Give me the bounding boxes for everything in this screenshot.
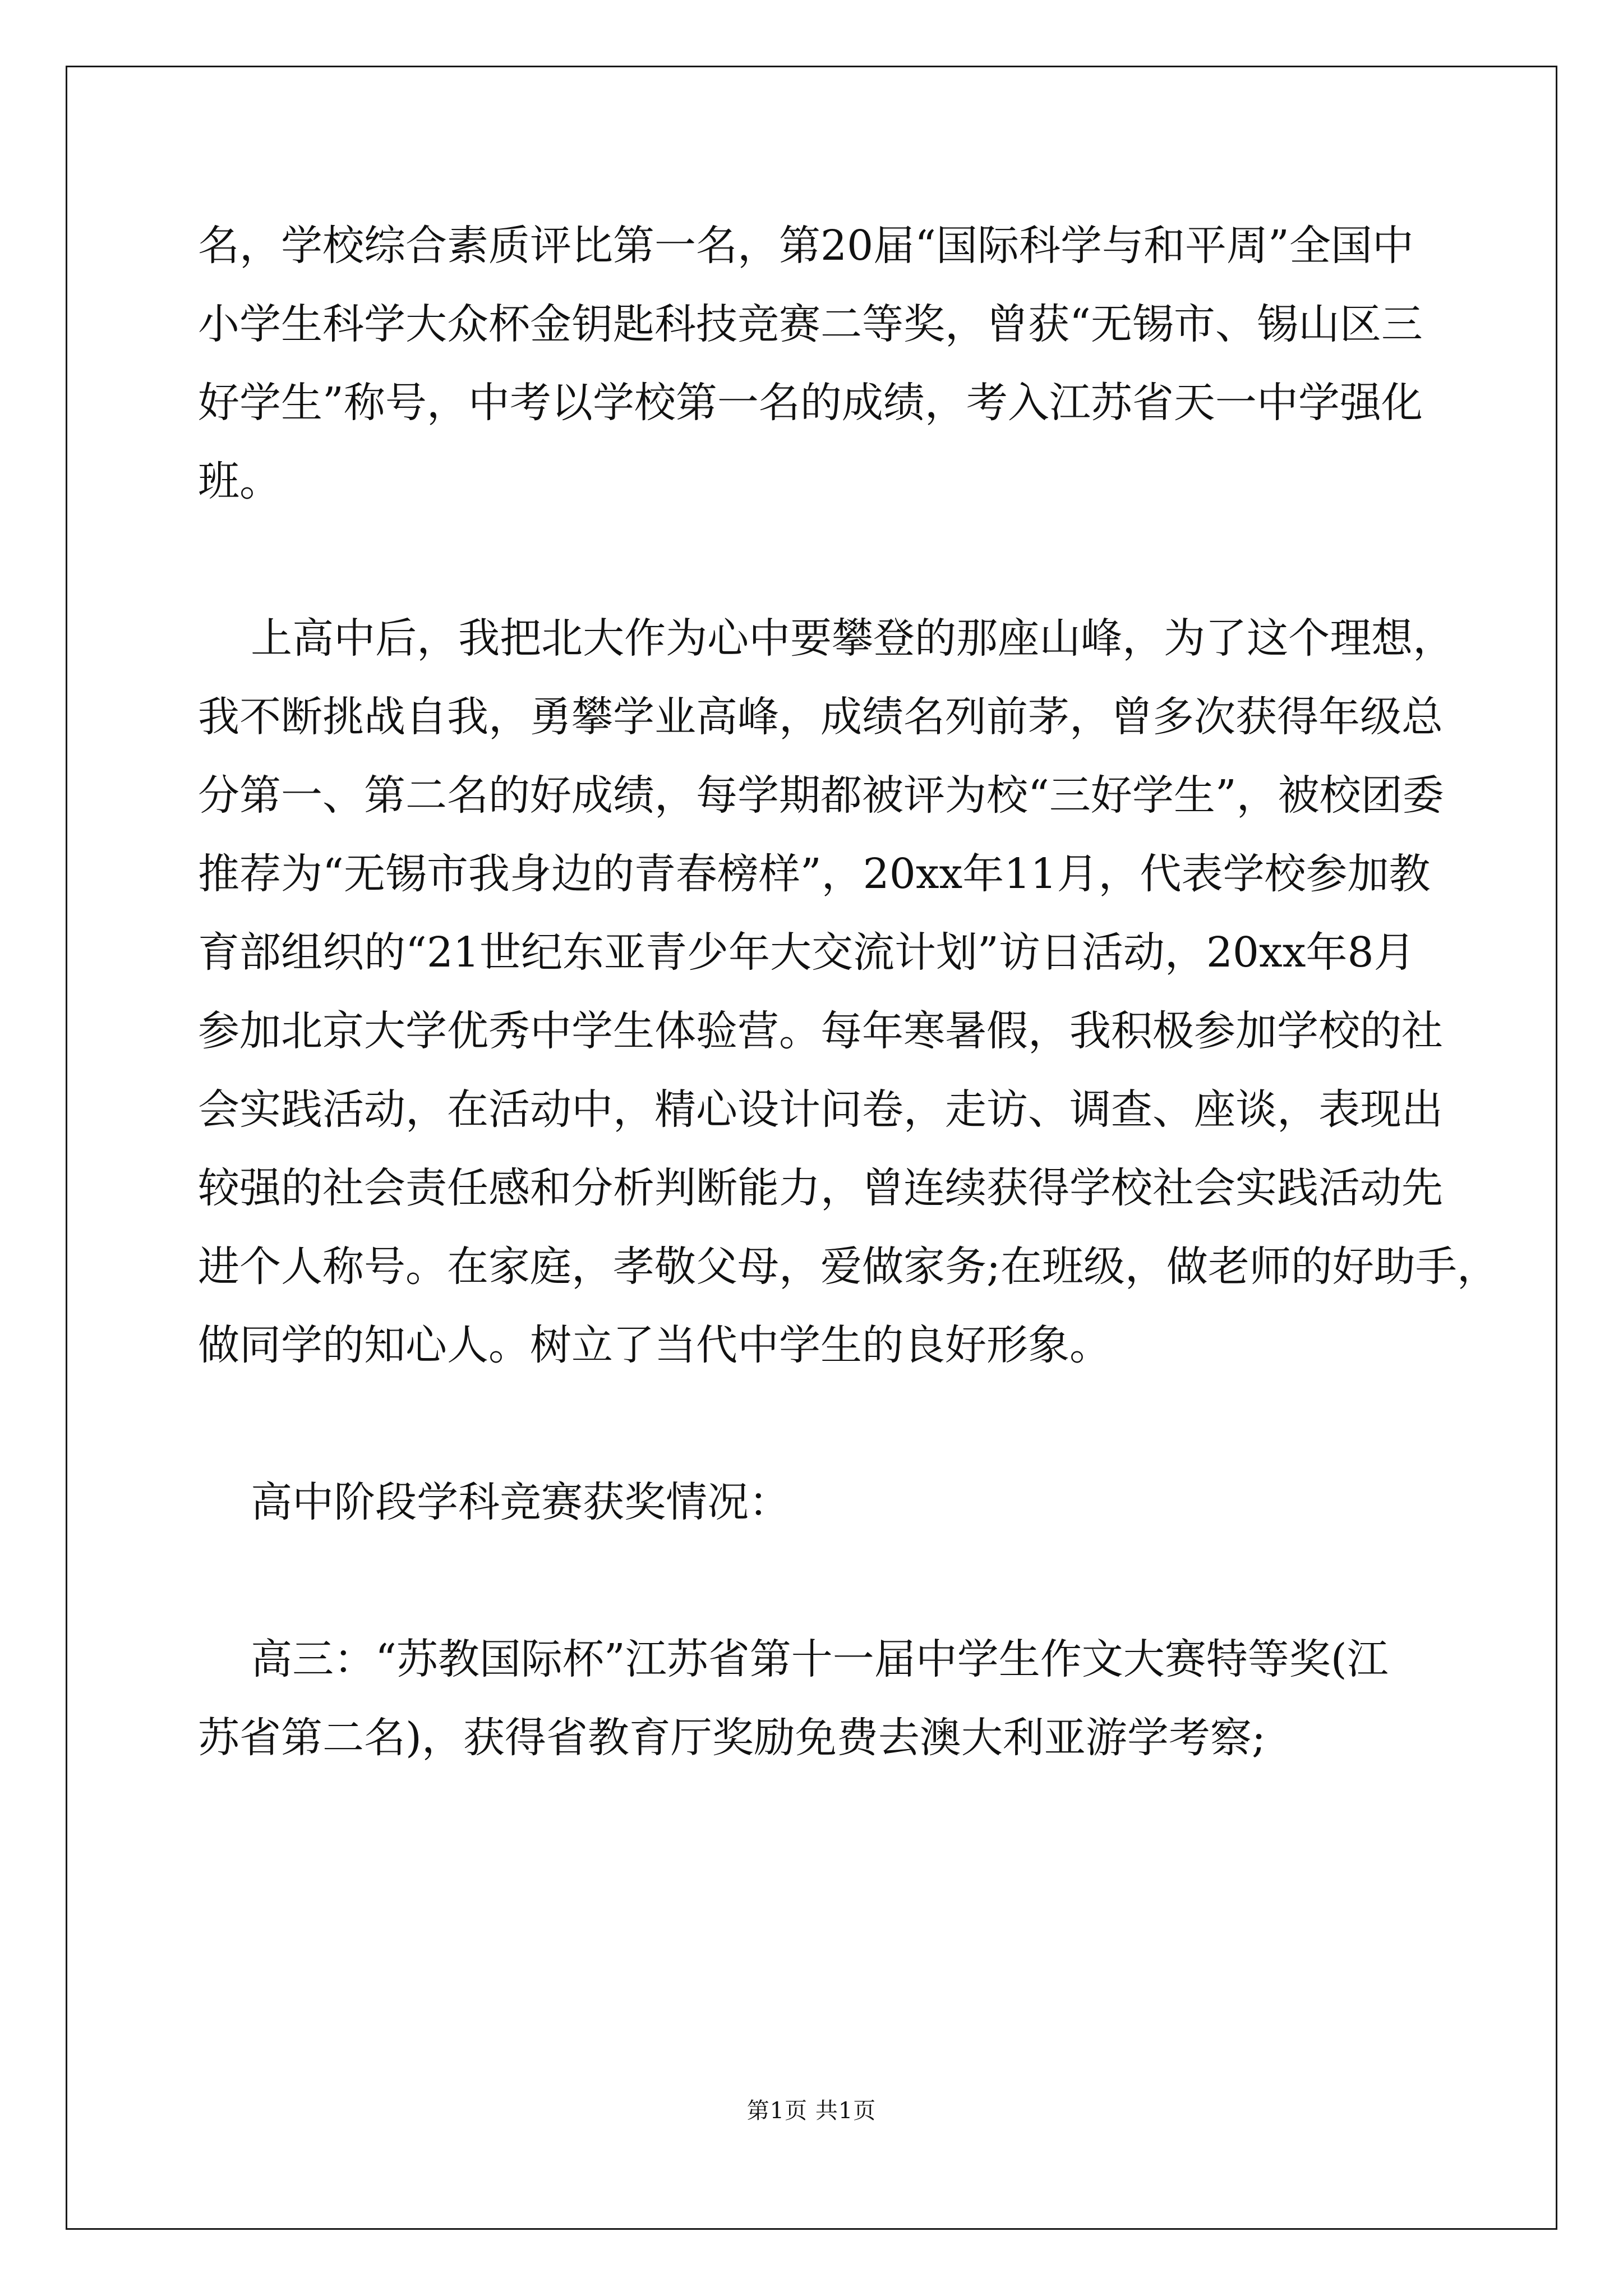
text-line: 高三：“苏教国际杯”江苏省第十一届中学生作文大赛特等奖(江 bbox=[198, 1635, 1389, 1683]
text-line: 上高中后，我把北大作为心中要攀登的那座山峰，为了这个理想， bbox=[198, 614, 1455, 662]
paragraph-competition-heading bbox=[198, 1463, 1432, 1542]
paragraph-high-school bbox=[198, 599, 1498, 1384]
page-number-footer: 第1页 共1页 bbox=[746, 2098, 877, 2124]
text-line: 名，学校综合素质评比第一名，第20届“国际科学与和平周”全国中 bbox=[198, 222, 1414, 270]
paragraph-senior-year-award bbox=[198, 1620, 1432, 1777]
text-line: 我不断挑战自我，勇攀学业高峰，成绩名列前茅，曾多次获得年级总 bbox=[198, 693, 1443, 741]
text-line: 高中阶段学科竞赛获奖情况： bbox=[198, 1478, 791, 1526]
text-line: 班。 bbox=[198, 457, 281, 505]
text-line: 做同学的知心人。树立了当代中学生的良好形象。 bbox=[198, 1321, 1111, 1369]
paragraph-spacer bbox=[198, 521, 1432, 599]
text-line: 参加北京大学优秀中学生体验营。每年寒暑假，我积极参加学校的社 bbox=[198, 1007, 1443, 1055]
text-line: 会实践活动，在活动中，精心设计问卷，走访、调查、座谈，表现出 bbox=[198, 1085, 1443, 1134]
text-line: 进个人称号。在家庭，孝敬父母，爱做家务;在班级，做老师的好助手， bbox=[198, 1243, 1498, 1291]
text-line: 育部组织的“21世纪东亚青少年大交流计划”访日活动，20xx年8月 bbox=[198, 928, 1415, 977]
text-line: 推荐为“无锡市我身边的青春榜样”，20xx年11月，代表学校参加教 bbox=[198, 850, 1431, 898]
text-line: 分第一、第二名的好成绩，每学期都被评为校“三好学生”，被校团委 bbox=[198, 771, 1444, 820]
paragraph-awards-intro bbox=[198, 206, 1432, 521]
paragraph-spacer bbox=[198, 1384, 1432, 1463]
text-line: 较强的社会责任感和分析判断能力，曾连续获得学校社会实践活动先 bbox=[198, 1164, 1443, 1212]
paragraph-spacer bbox=[198, 1542, 1432, 1620]
text-line: 苏省第二名)，获得省教育厅奖励免费去澳大利亚游学考察; bbox=[198, 1714, 1266, 1762]
text-line: 好学生”称号，中考以学校第一名的成绩，考入江苏省天一中学强化 bbox=[198, 379, 1423, 427]
document-body bbox=[198, 206, 1498, 1777]
text-line: 小学生科学大众杯金钥匙科技竞赛二等奖，曾获“无锡市、锡山区三 bbox=[198, 300, 1423, 348]
